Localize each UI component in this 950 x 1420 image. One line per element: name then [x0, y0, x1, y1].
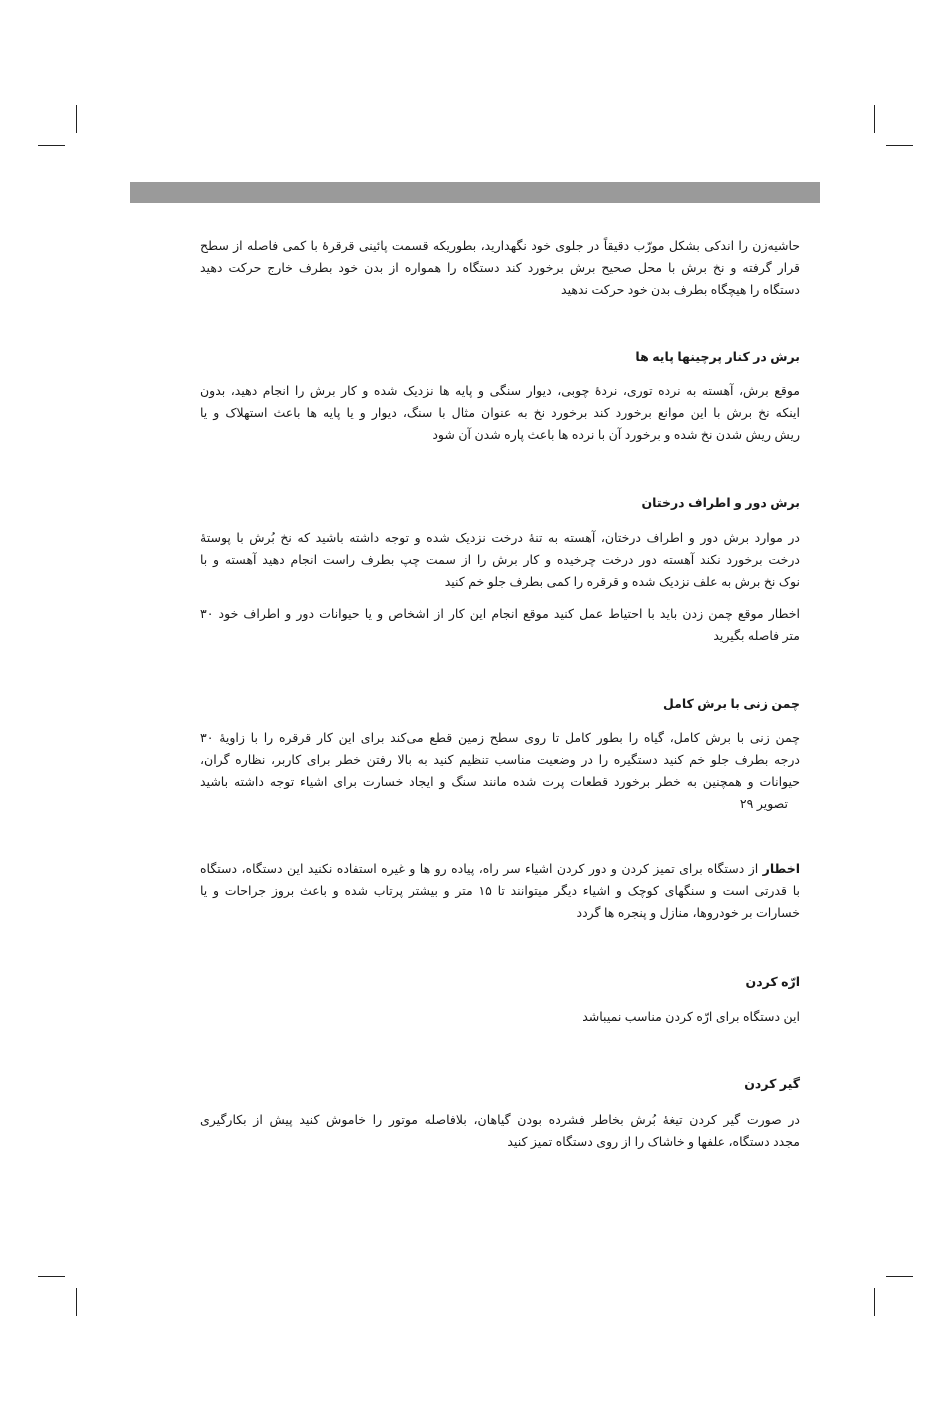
paragraph-intro — [200, 235, 800, 301]
text-line: اخطار موقع چمن زدن باید با احتیاط عمل کنید موقع انجام این کار از اشخاص و یا حیوانات دور و اطراف خود ۳۰ — [200, 607, 800, 621]
header-bar — [130, 182, 820, 203]
text-line: این دستگاه برای ارّه کردن مناسب نمیباشد — [582, 1010, 800, 1024]
text-line: خسارات بر خودروها، منازل و پنجره ها گردد — [576, 906, 800, 920]
text-line: با قدرتی است و سنگهای کوچک و اشیاء دیگر میتوانند تا ۱۵ متر و بیشتر پرتاب شده و باعث بروز جراحات و یا — [200, 884, 800, 898]
paragraph-sawing — [200, 1006, 800, 1028]
crop-mark — [38, 1276, 65, 1277]
heading-sawing: ارّه کردن — [745, 975, 800, 989]
text-line: درخت برخورد نکند آهسته دور درخت چرخیده و کار برش را از سمت چپ بطرف راست انجام دهید آهسته و با — [200, 553, 800, 567]
text-line: چمن زنی با برش کامل، گیاه را بطور کامل تا روی سطح زمین قطع می‌کند برای این کار قرقره را با زاویهٔ ۳۰ — [200, 731, 800, 745]
paragraph-jamming — [200, 1109, 800, 1153]
text-line: موقع برش، آهسته به نرده توری، نردهٔ چوبی، دیوار سنگی و پایه ها نزدیک شده و کار برش را انجام دهید، بدون — [200, 384, 800, 398]
heading-trees: برش دور و اطراف درختان — [641, 496, 800, 510]
crop-mark — [76, 105, 77, 133]
text-line: قرار گرفته و نخ برش با محل صحیح برش برخورد کند دستگاه را همواره از بدن خود بطرف خارج حرکت دهید — [200, 261, 800, 275]
text-line: حیوانات و همچنین به خطر برخورد قطعات پرت شده مانند سنگ و ایجاد خسارت برای اشیاء توجه داشته باشید — [200, 775, 800, 789]
text-line: در صورت گیر کردن تیغهٔ بُرش بخاطر فشرده بودن گیاهان، بلافاصله موتور را خاموش کنید پیش از بکارگیری — [200, 1113, 800, 1127]
crop-mark — [874, 105, 875, 133]
text-line: دستگاه را هیچگاه بطرف بدن خود حرکت ندهید — [561, 283, 800, 297]
warning-distance — [200, 603, 800, 647]
crop-mark — [886, 145, 913, 146]
text-span: از دستگاه برای تمیز کردن و دور کردن اشیاء سر راه، پیاده رو ها و غیره استفاده نکنید این دستگاه، دستگاه — [200, 862, 763, 876]
text-line: متر فاصله بگیرید — [713, 629, 800, 643]
paragraph-hedges — [200, 380, 800, 446]
warning-cleaning — [200, 858, 800, 924]
text-line: در موارد برش دور و اطراف درختان، آهسته به تنهٔ درخت نزدیک شده و توجه داشته باشید که نخ بُرش با پوستهٔ — [200, 531, 800, 545]
crop-mark — [886, 1276, 913, 1277]
crop-mark — [874, 1288, 875, 1316]
heading-jamming: گیر کردن — [744, 1077, 800, 1091]
text-line — [200, 858, 800, 880]
heading-hedges: برش در کنار پرچینها پایه ها — [635, 350, 800, 364]
heading-full-cut: چمن زنی با برش کامل — [662, 697, 800, 711]
paragraph-trees — [200, 527, 800, 593]
paragraph-full-cut — [200, 727, 800, 815]
text-line: ریش ریش شدن نخ شده و برخورد آن با نرده ها باعث پاره شدن آن شود — [432, 428, 800, 442]
crop-mark — [76, 1288, 77, 1316]
text-line: نوک نخ برش به علف نزدیک شده و قرقره را کمی بطرف جلو خم کنید — [444, 575, 800, 589]
text-line: تصویر ۲۹ — [739, 797, 788, 811]
crop-mark — [38, 145, 65, 146]
text-line: حاشیه‌زن را اندکی بشکل مورّب دقیقاً در جلوی خود نگهدارید، بطوریکه قسمت پائینی قرقرهٔ با کمی فاصله از سطح — [200, 239, 800, 253]
text-line: اینکه نخ برش با این موانع برخورد کند برخورد نخ به عنوان مثال با سنگ، دیوار و یا پایه ها باعث استهلاک و یا — [200, 406, 800, 420]
text-line: مجدد دستگاه، علفها و خاشاک را از روی دستگاه تمیز کنید — [507, 1135, 800, 1149]
text-line: درجه بطرف جلو خم کنید دستگیره را در وضعیت مناسب تنظیم کنید به بالا رفتن خطر برای کاربر، نظاره گران، — [200, 753, 800, 767]
warning-label: اخطار — [762, 862, 800, 876]
